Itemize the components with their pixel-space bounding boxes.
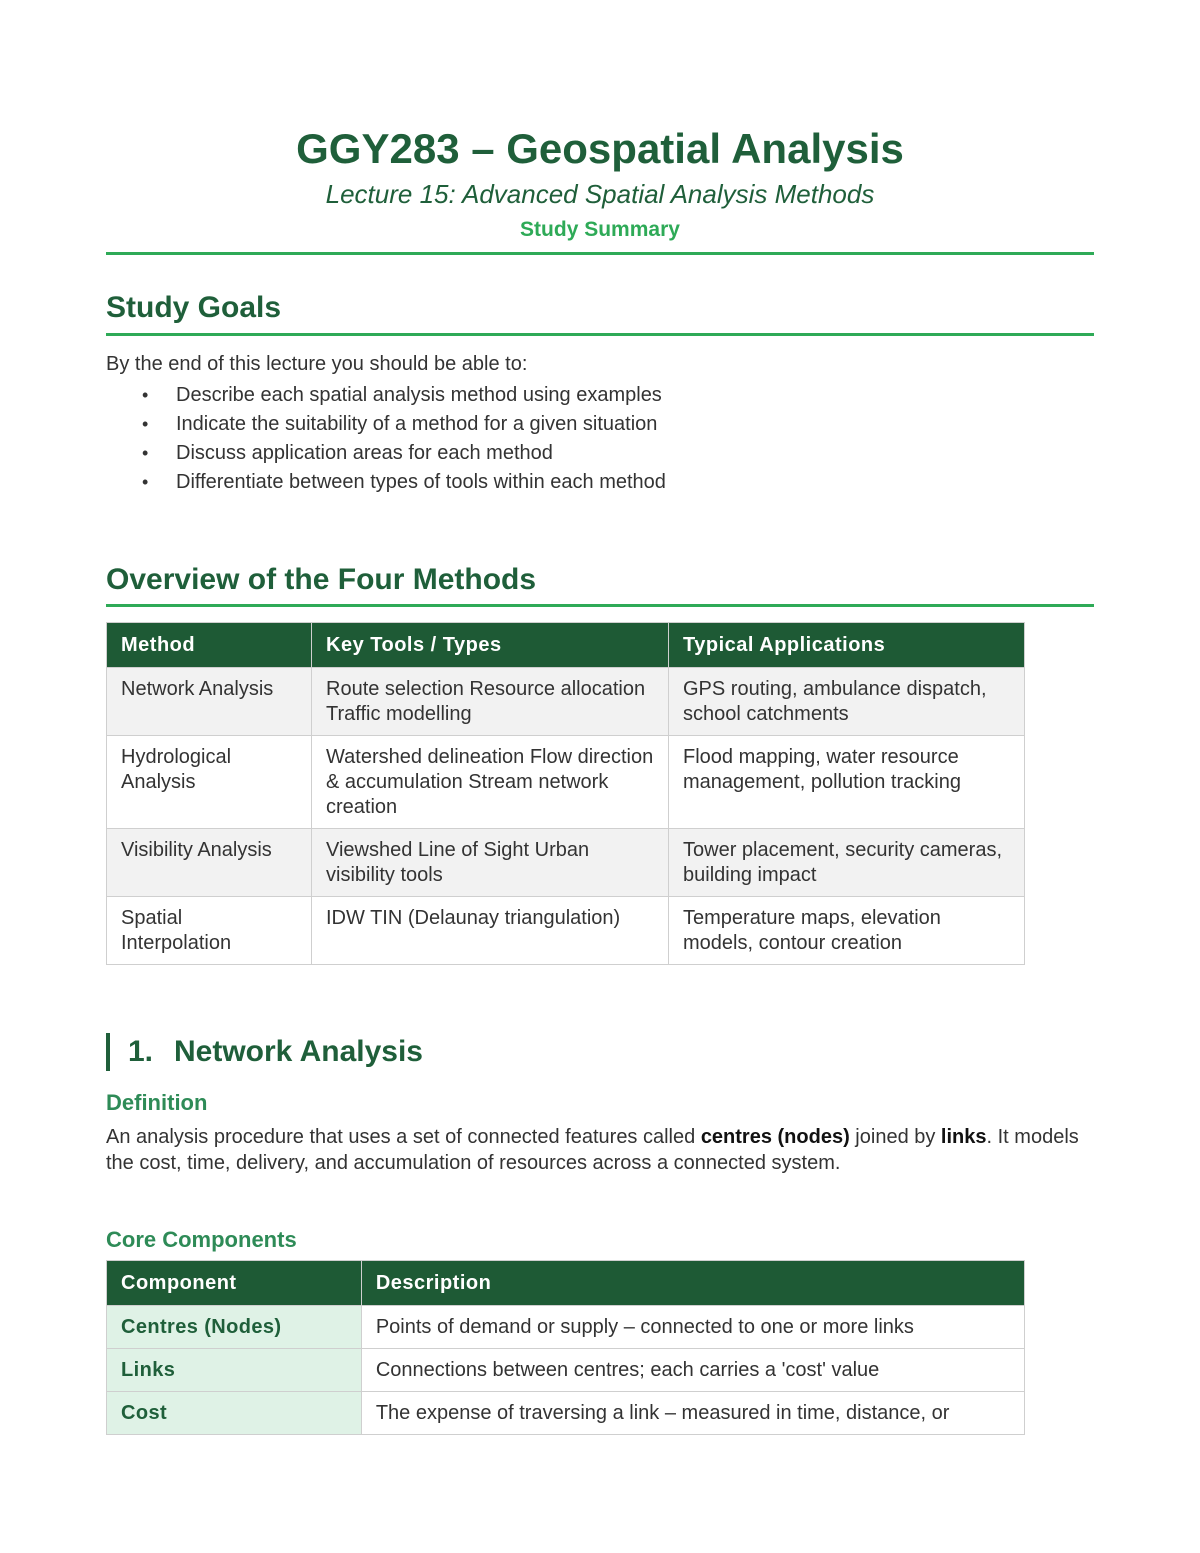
list-item: • Differentiate between types of tools within each method xyxy=(106,468,666,497)
study-goals-intro: By the end of this lecture you should be able to: xyxy=(106,353,528,375)
table-cell: IDW TIN (Delaunay triangulation) xyxy=(312,897,669,965)
table-cell: Watershed delineation Flow direction & accumulation Stream network creation xyxy=(312,736,669,829)
table-cell: Links xyxy=(107,1349,362,1392)
study-goals-list xyxy=(106,381,666,497)
overview-divider xyxy=(106,604,1094,607)
components-heading: Core Components xyxy=(106,1227,297,1252)
list-item: • Discuss application areas for each method xyxy=(106,439,666,468)
table-cell: Route selection Resource allocation Traffic modelling xyxy=(312,668,669,736)
table-cell: Tower placement, security cameras, building impact xyxy=(669,829,1025,897)
document-subtitle: Lecture 15: Advanced Spatial Analysis Methods xyxy=(325,179,875,209)
table-cell: Spatial Interpolation xyxy=(107,897,312,965)
table-row xyxy=(107,736,1025,829)
table-cell: Cost xyxy=(107,1392,362,1435)
section-heading xyxy=(106,1032,423,1072)
study-goals-divider xyxy=(106,333,1094,336)
overview-table xyxy=(106,622,1025,965)
table-cell: The expense of traversing a link – measured in time, distance, or xyxy=(361,1392,1024,1435)
table-cell: Connections between centres; each carries a 'cost' value xyxy=(361,1349,1024,1392)
table-row xyxy=(107,829,1025,897)
column-header: Typical Applications xyxy=(669,623,1025,668)
bullet-icon: • xyxy=(142,472,149,492)
section-accent-bar xyxy=(106,1033,110,1071)
table-cell: Points of demand or supply – connected to one or more links xyxy=(361,1306,1024,1349)
column-header: Key Tools / Types xyxy=(312,623,669,668)
column-header: Component xyxy=(107,1261,362,1306)
components-table xyxy=(106,1260,1025,1435)
bullet-icon: • xyxy=(142,385,149,405)
table-cell: Centres (Nodes) xyxy=(107,1306,362,1349)
table-row xyxy=(107,1306,1025,1349)
column-header: Method xyxy=(107,623,312,668)
study-goals-heading: Study Goals xyxy=(106,291,282,324)
table-row xyxy=(107,897,1025,965)
table-cell: Hydrological Analysis xyxy=(107,736,312,829)
bullet-icon: • xyxy=(142,443,149,463)
header-divider xyxy=(106,252,1094,255)
table-row xyxy=(107,668,1025,736)
table-header-row xyxy=(107,623,1025,668)
section-title: Network Analysis xyxy=(174,1035,423,1068)
definition-text: An analysis procedure that uses a set of connected features called centres (nodes) joined by links. It models the cost, time, delivery, and accumulation of resources across a connected system. xyxy=(106,1126,1079,1174)
table-cell: GPS routing, ambulance dispatch, school catchments xyxy=(669,668,1025,736)
table-cell: Visibility Analysis xyxy=(107,829,312,897)
list-item: • Indicate the suitability of a method for a given situation xyxy=(106,410,666,439)
definition-heading: Definition xyxy=(106,1090,208,1115)
section-number: 1. xyxy=(128,1035,154,1068)
document-tag: Study Summary xyxy=(520,218,680,241)
table-cell: Temperature maps, elevation models, contour creation xyxy=(669,897,1025,965)
table-header-row xyxy=(107,1261,1025,1306)
overview-heading: Overview of the Four Methods xyxy=(106,563,537,596)
bullet-icon: • xyxy=(142,414,149,434)
column-header: Description xyxy=(361,1261,1024,1306)
document-title: GGY283 – Geospatial Analysis xyxy=(296,125,904,172)
table-cell: Viewshed Line of Sight Urban visibility tools xyxy=(312,829,669,897)
table-row xyxy=(107,1349,1025,1392)
list-item: • Describe each spatial analysis method using examples xyxy=(106,381,666,410)
table-cell: Network Analysis xyxy=(107,668,312,736)
table-cell: Flood mapping, water resource management, pollution tracking xyxy=(669,736,1025,829)
table-row xyxy=(107,1392,1025,1435)
